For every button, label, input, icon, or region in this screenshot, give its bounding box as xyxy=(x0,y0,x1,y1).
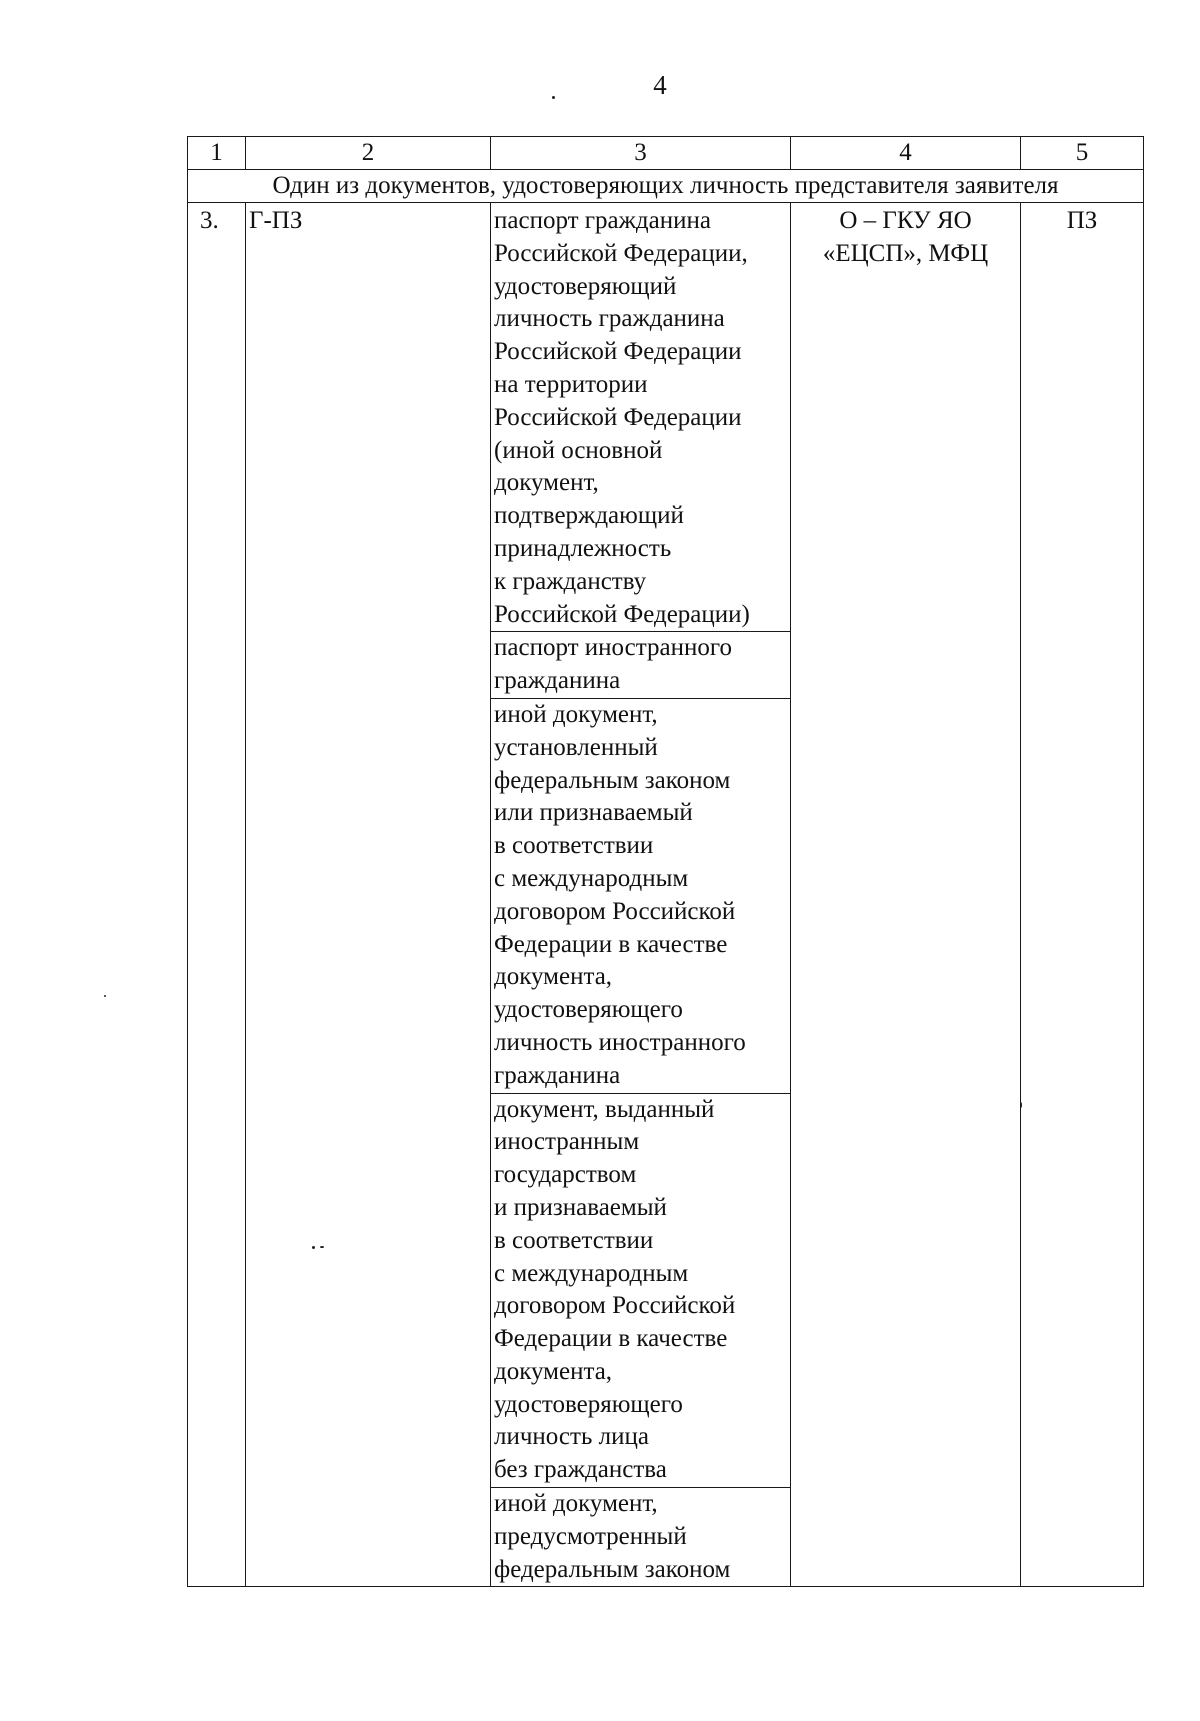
table-row xyxy=(188,203,1144,1587)
document-item: паспорт иностранного гражданина xyxy=(491,632,790,699)
section-title-row xyxy=(188,170,1144,203)
header-col-2: 2 xyxy=(246,137,491,170)
header-col-1: 1 xyxy=(188,137,246,170)
document-item: документ, выданный иностранным государством и признаваемый в соответствии с международным договором Российской Федерации в качестве документа, удостоверяющего личность лица без гражданства xyxy=(491,1094,790,1489)
table-header-row xyxy=(188,137,1144,170)
header-col-4: 4 xyxy=(791,137,1021,170)
row-source: О – ГКУ ЯО «ЕЦСП», МФЦ xyxy=(791,203,1021,1587)
row-number: 3. xyxy=(188,203,246,1587)
documents-table xyxy=(187,136,1144,1587)
page-number: 4 xyxy=(653,70,667,100)
scan-speck xyxy=(552,96,555,99)
header-col-5: 5 xyxy=(1021,137,1144,170)
document-item: паспорт гражданина Российской Федерации, удостоверяющий личность гражданина Российской Федерации на территории Российской Федерации (иной основной документ, подтверждающий принадлежность к гражданству Российской Федерации) xyxy=(491,203,790,632)
header-col-3: 3 xyxy=(491,137,791,170)
row-code: Г-ПЗ xyxy=(246,203,491,1587)
document-item: иной документ, предусмотренный федеральным законом xyxy=(494,1490,731,1583)
section-title: Один из документов, удостоверяющих личность представителя заявителя xyxy=(188,170,1144,203)
scan-speck xyxy=(104,995,106,997)
document-list-cell xyxy=(491,203,791,1587)
document-item: иной документ, установленный федеральным законом или признаваемый в соответствии с международным договором Российской Федерации в качестве документа, удостоверяющего личность иностранного гражданина xyxy=(491,699,790,1094)
document-list xyxy=(491,203,790,1586)
row-type: ПЗ xyxy=(1021,203,1144,1587)
